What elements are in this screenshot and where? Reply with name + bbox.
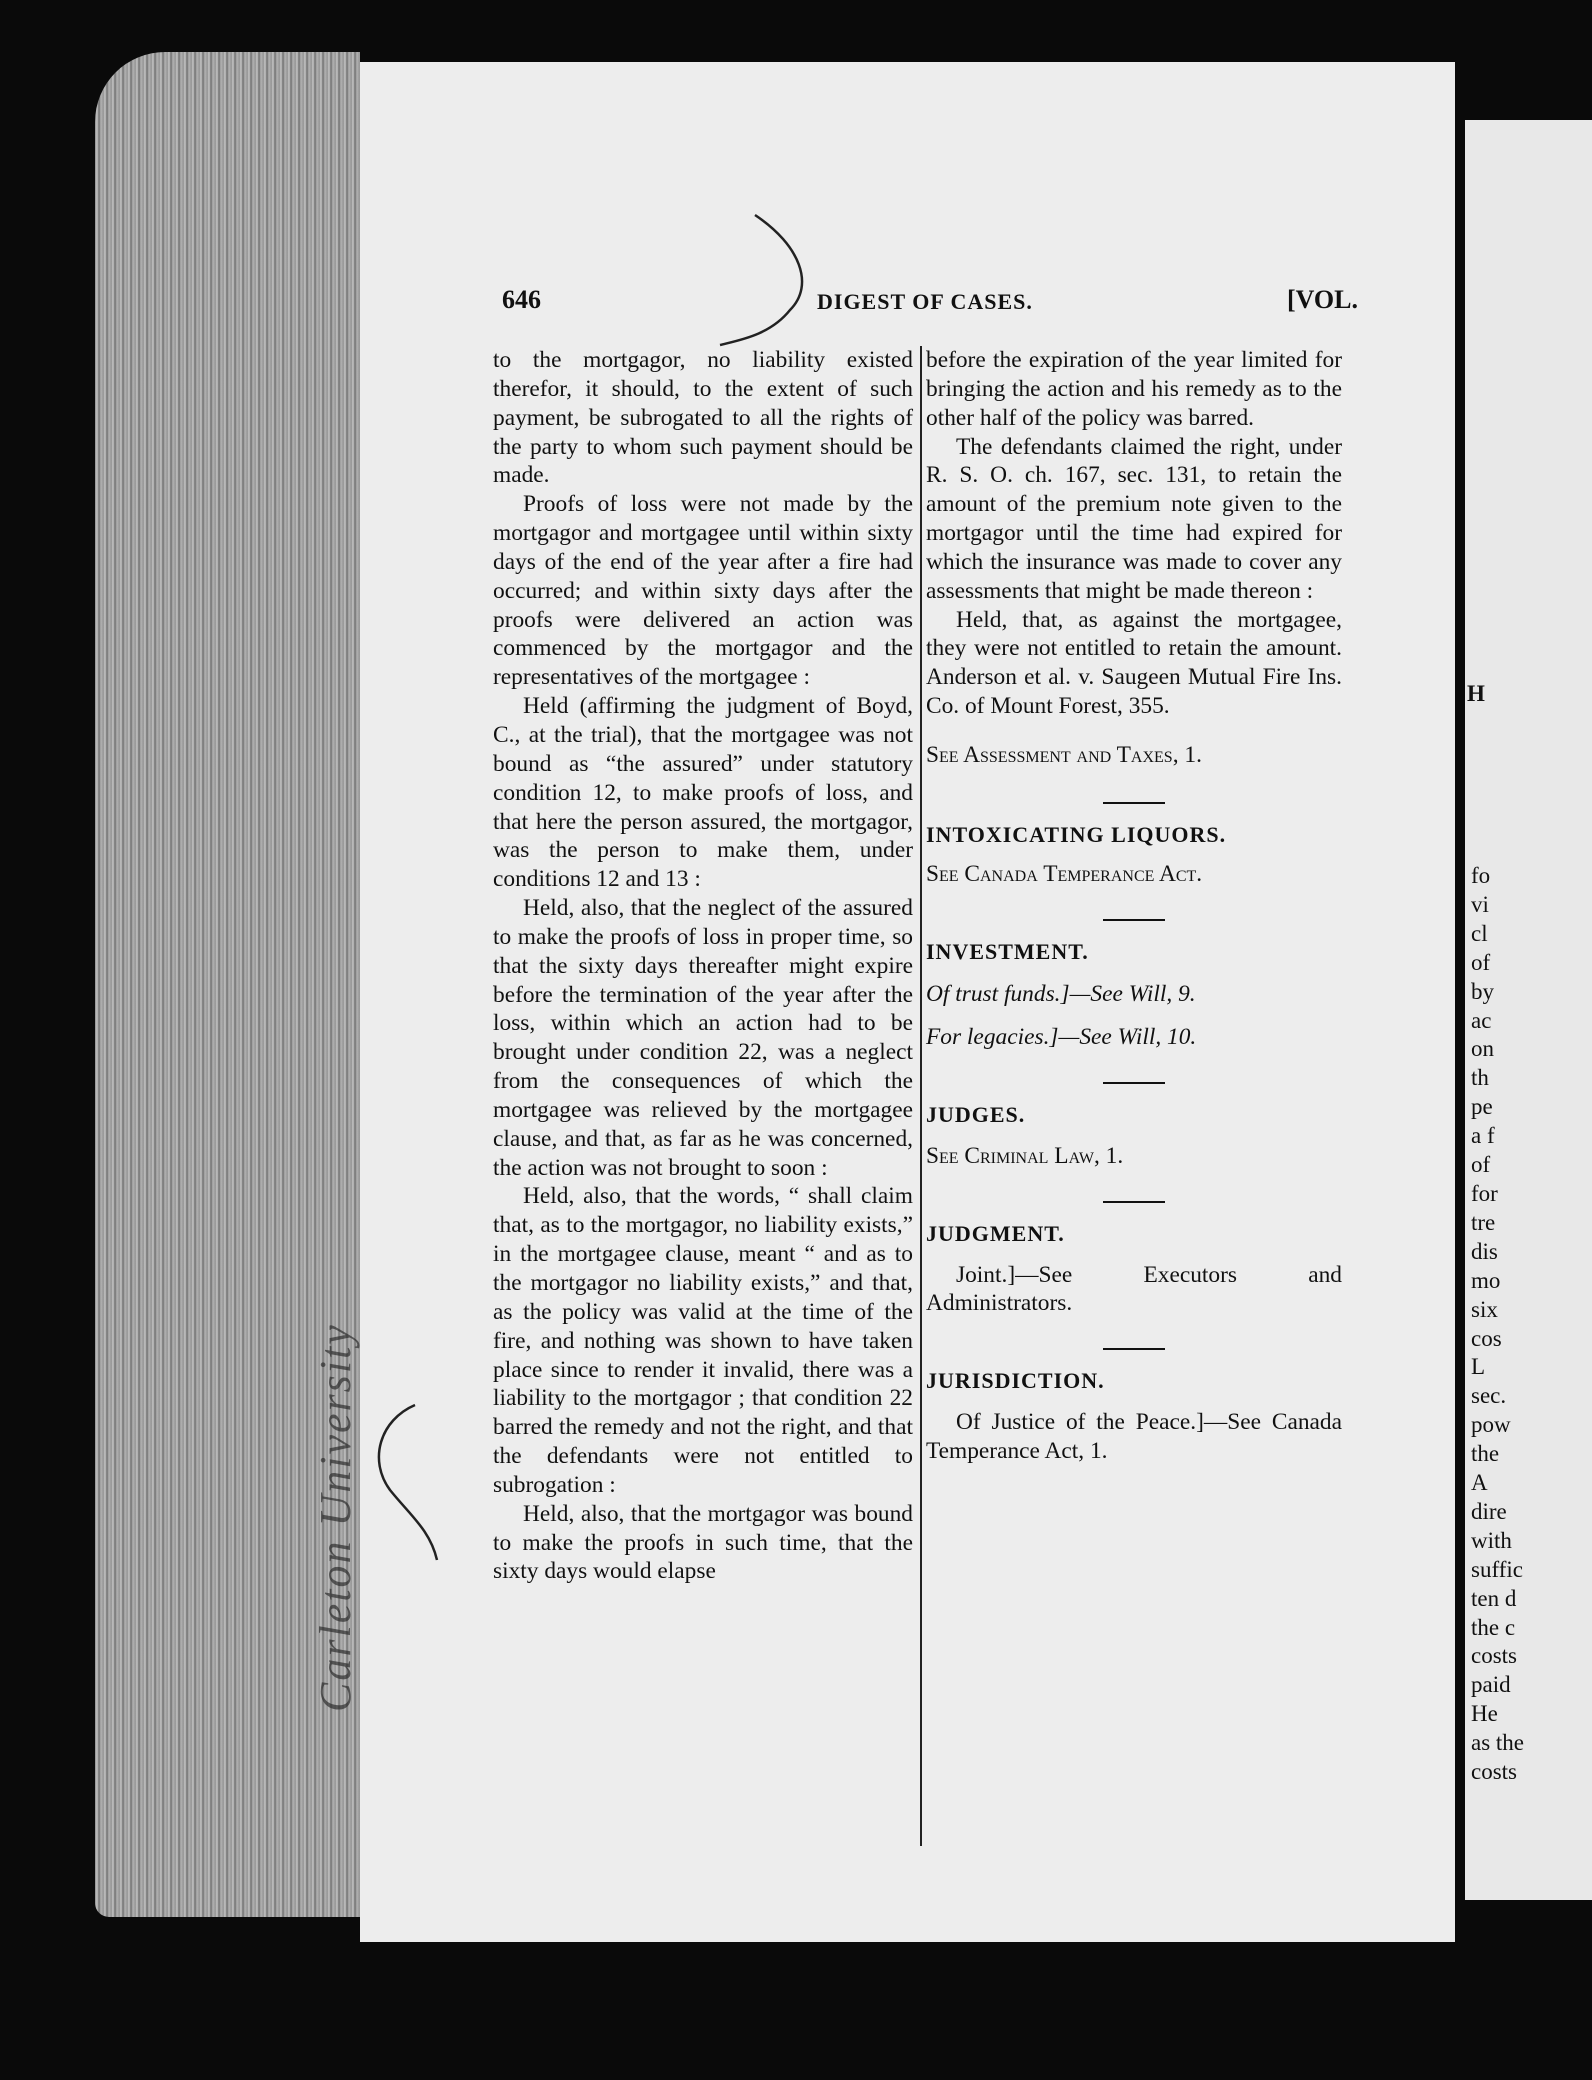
paragraph: before the expiration of the year limited for bringing the action and his remedy as to the other half of the policy was barred. (926, 347, 1342, 431)
section-heading: JUDGMENT. (926, 1220, 1065, 1246)
paragraph: Held, also, that the neglect of the assured to make the proofs of loss in proper time, so that the sixty days thereafter might expire before the termination of the year after the loss, within which an action had to be brought under condition 22, was a neglect from the consequences of which the mortgagee was relieved by the mortgagee clause, and that, as far as he was concerned, the action was not brought to soon : (493, 895, 913, 1181)
cross-reference: Of Justice of the Peace.]—See Canada Temperance Act, 1. (926, 1409, 1342, 1464)
paragraph: Held, also, that the words, “ shall claim that, as to the mortgagor, no liability exists,” in the mortgagee clause, meant “ and as to the mortgagor no liability exists,” and that, as the policy was valid at the time of the fire, and nothing was shown to have taken place since to render it invalid, there was a liability to the mortgagor ; that condition 22 barred the remedy and not the right, and that the defendants were not entitled to subrogation : (493, 1183, 913, 1498)
cross-reference: For legacies.]—See Will, 10. (926, 1024, 1197, 1051)
paragraph: Held (affirming the judgment of Boyd, C., at the trial), that the mortgagee was not bound as “the assured” under statutory condition 12, to make proofs of loss, and that here the person assured, the mortgagor, was the person to make them, under conditions 12 and 13 : (493, 693, 913, 893)
volume-label: [VOL. (1287, 285, 1358, 314)
running-title: DIGEST OF CASES. (817, 289, 1033, 314)
paragraph: Held, that, as against the mortgagee, they were not entitled to retain the amount. Anderson et al. v. Saugeen Mutual Fire Ins. Co. of Mount Forest, 355. (926, 606, 1342, 720)
cross-reference: Of trust funds.]—See Will, 9. (926, 981, 1196, 1008)
cross-reference: See Canada Temperance Act. (926, 860, 1203, 887)
cross-reference: Joint.]—See Executors and Administrators. (926, 1261, 1342, 1317)
facing-page-h: H (1467, 681, 1485, 706)
section-heading: INVESTMENT. (926, 938, 1089, 964)
paragraph: Held, also, that the mortgagor was bound to make the proofs in such time, that the sixty days would elapse (493, 1500, 913, 1585)
page-number: 646 (502, 285, 541, 314)
cross-reference: See Assessment and Taxes, 1. (926, 741, 1202, 768)
library-stamp: Carleton University (311, 1323, 360, 1712)
cross-reference: See Criminal Law, 1. (926, 1142, 1124, 1169)
paragraph: Proofs of loss were not made by the mortgagor and mortgagee until within sixty days of the end of the year after a fire had occurred; and within sixty days after the proofs were delivered an action was commenced by the mortgagor and the representatives of the mortgagee : (493, 491, 913, 691)
section-heading: JURISDICTION. (926, 1368, 1105, 1394)
section-heading: JUDGES. (926, 1102, 1026, 1128)
section-heading: INTOXICATING LIQUORS. (926, 821, 1227, 847)
paragraph: to the mortgagor, no liability existed therefor, it should, to the extent of such payment, be subrogated to all the rights of the party to whom such payment should be made. (493, 347, 913, 489)
facing-page-lines: fo vi cl of by ac on th pe a f of for tre dis mo six cos L sec. pow the A dire with suffic ten d the c costs paid He as the costs (1471, 863, 1525, 1785)
paragraph: The defendants claimed the right, under R. S. O. ch. 167, sec. 131, to retain the amount of the premium note given to the mortgagor until the time had expired for which the insurance was made to cover any assessments that might be made thereon : (926, 433, 1342, 604)
